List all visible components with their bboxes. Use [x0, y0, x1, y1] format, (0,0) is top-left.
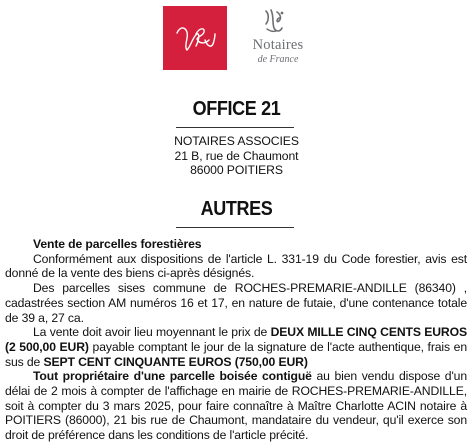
notice-heading: Vente de parcelles forestières [33, 237, 202, 251]
office-address [0, 134, 473, 178]
address-line-street: 21 B, rue de Chaumont [174, 148, 299, 163]
section-title: AUTRES [200, 198, 273, 220]
notice-emphasis: Tout propriétaire d'une parcelle boisée contiguë [33, 369, 312, 384]
notaires-logo-mark [163, 6, 227, 70]
notice-paragraph: Tout propriétaire d'une parcelle boisée contiguë au bien vendu dispose d'un délai de 2 mois à compter de l'affichage en mairie de ROCHES-PREMARIE-ANDILLE, soit à compter du 3 mars 2025, pour faire connaître à Maître Charlotte ACIN notaire à POITIERS (86000), 21 bis rue de Chaumont, mandataire du vendeur, qu'il exerce son droit de préférence dans les conditions de l'article précité. [5, 369, 467, 443]
notice-body [5, 237, 467, 443]
office-title: OFFICE 21 [192, 98, 281, 120]
divider [176, 227, 294, 228]
notice-paragraph: Conformément aux dispositions de l'article L. 331-19 du Code forestier, avis est donné de la vente des biens ci-après désignés. [5, 251, 467, 281]
fees-amount: SEPT CENT CINQUANTE EUROS (750,00 EUR) [43, 354, 308, 369]
logo-notaires-text: Notaires [252, 37, 304, 53]
price-amount: DEUX MILLE CINQ CENTS EUROS (2 500,00 EUR) [5, 325, 467, 354]
notice-paragraph: Des parcelles sises commune de ROCHES-PREMARIE-ANDILLE (86340) , cadastrées section AM numéros 16 et 17, en nature de futaie, d'une contenance totale de 39 a, 27 ca. [5, 281, 467, 325]
divider [176, 127, 294, 128]
notary-seal-icon [262, 8, 286, 34]
logo-de-france-text: de France [257, 54, 299, 65]
nf-monogram-icon [163, 6, 227, 70]
notice-paragraph: La vente doit avoir lieu moyennant le prix de DEUX MILLE CINQ CENTS EUROS (2 500,00 EUR) payable comptant le jour de la signature de l'acte authentique, frais en sus de SEPT CENT CINQUANTE EUROS (750,00 EUR) [5, 325, 467, 369]
address-line-firm: NOTAIRES ASSOCIES [174, 134, 299, 148]
address-line-city: 86000 POITIERS [190, 163, 283, 177]
